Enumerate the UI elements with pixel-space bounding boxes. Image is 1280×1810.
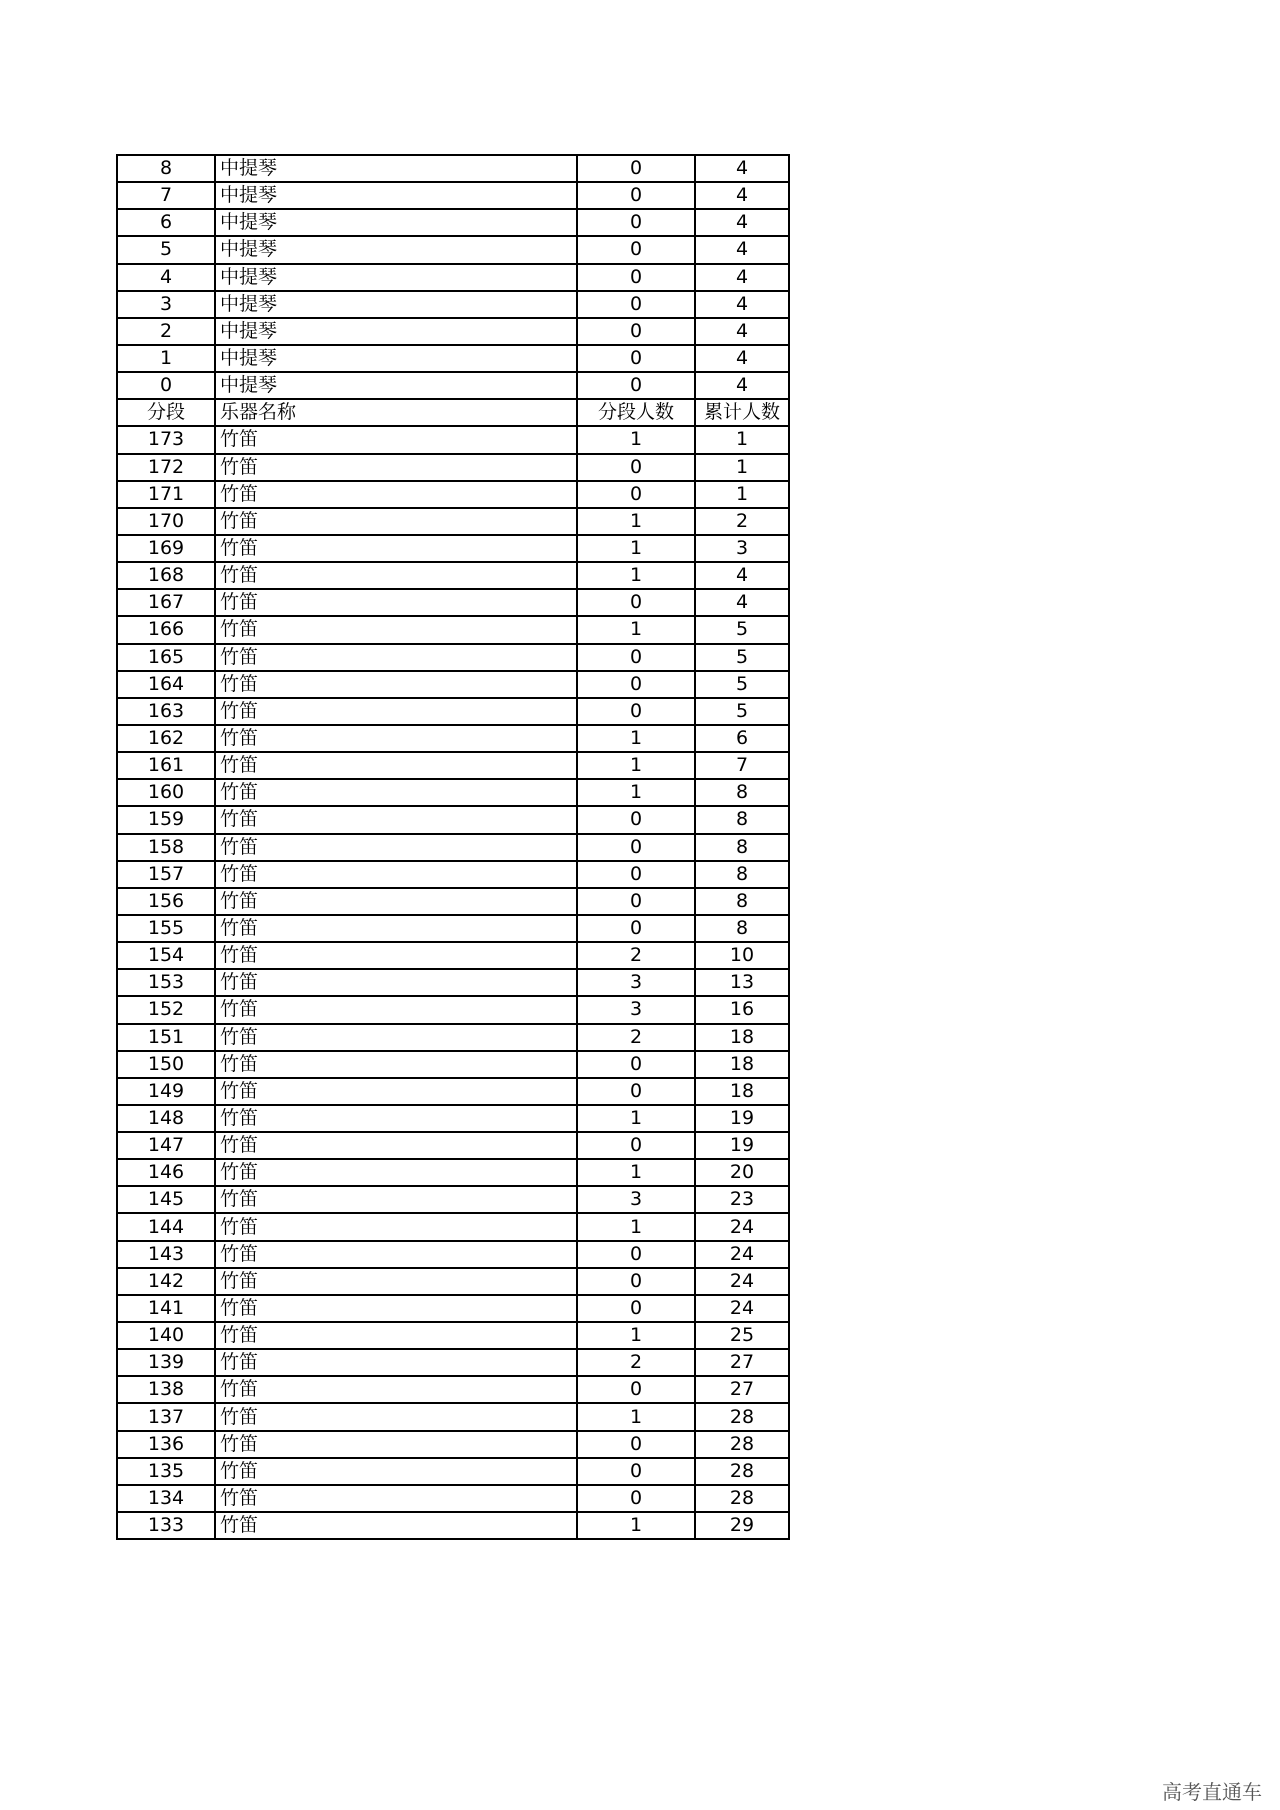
table-row xyxy=(117,834,789,861)
table-row xyxy=(117,616,789,643)
table-row xyxy=(117,698,789,725)
cumulative-count-cell: 13 xyxy=(695,969,789,996)
table-row xyxy=(117,1159,789,1186)
cumulative-count-cell: 18 xyxy=(695,1051,789,1078)
segment-count-cell: 1 xyxy=(577,1213,695,1240)
instrument-name-cell: 竹笛 xyxy=(215,1403,577,1430)
cumulative-count-cell: 24 xyxy=(695,1241,789,1268)
table-row xyxy=(117,752,789,779)
instrument-name-cell: 竹笛 xyxy=(215,806,577,833)
segment-count-cell: 1 xyxy=(577,535,695,562)
score-segment-cell: 1 xyxy=(117,345,215,372)
score-segment-cell: 150 xyxy=(117,1051,215,1078)
instrument-name-cell: 竹笛 xyxy=(215,996,577,1023)
instrument-name-cell: 中提琴 xyxy=(215,155,577,182)
table-row xyxy=(117,915,789,942)
segment-count-cell: 0 xyxy=(577,1485,695,1512)
table-row xyxy=(117,236,789,263)
segment-count-cell: 0 xyxy=(577,209,695,236)
score-segment-cell: 169 xyxy=(117,535,215,562)
cumulative-count-cell: 28 xyxy=(695,1458,789,1485)
score-segment-cell: 153 xyxy=(117,969,215,996)
score-segment-cell: 168 xyxy=(117,562,215,589)
score-segment-cell: 160 xyxy=(117,779,215,806)
score-segment-cell: 159 xyxy=(117,806,215,833)
cumulative-count-cell: 8 xyxy=(695,834,789,861)
cumulative-count-cell: 29 xyxy=(695,1512,789,1539)
segment-count-cell: 1 xyxy=(577,1159,695,1186)
instrument-name-cell: 竹笛 xyxy=(215,454,577,481)
table-row xyxy=(117,1186,789,1213)
cumulative-count-cell: 4 xyxy=(695,291,789,318)
column-header: 分段人数 xyxy=(577,399,695,426)
table-row xyxy=(117,1078,789,1105)
instrument-name-cell: 竹笛 xyxy=(215,671,577,698)
instrument-name-cell: 竹笛 xyxy=(215,535,577,562)
instrument-name-cell: 竹笛 xyxy=(215,1268,577,1295)
score-table-body xyxy=(117,155,789,1539)
instrument-name-cell: 竹笛 xyxy=(215,942,577,969)
cumulative-count-cell: 1 xyxy=(695,426,789,453)
instrument-name-cell: 中提琴 xyxy=(215,264,577,291)
cumulative-count-cell: 8 xyxy=(695,861,789,888)
cumulative-count-cell: 20 xyxy=(695,1159,789,1186)
cumulative-count-cell: 28 xyxy=(695,1431,789,1458)
score-segment-cell: 172 xyxy=(117,454,215,481)
segment-count-cell: 1 xyxy=(577,1403,695,1430)
segment-count-cell: 2 xyxy=(577,1349,695,1376)
segment-count-cell: 0 xyxy=(577,1376,695,1403)
segment-count-cell: 0 xyxy=(577,481,695,508)
segment-count-cell: 0 xyxy=(577,1051,695,1078)
table-row xyxy=(117,1241,789,1268)
table-row xyxy=(117,589,789,616)
table-row xyxy=(117,1132,789,1159)
score-segment-cell: 149 xyxy=(117,1078,215,1105)
table-row xyxy=(117,345,789,372)
cumulative-count-cell: 24 xyxy=(695,1268,789,1295)
segment-count-cell: 0 xyxy=(577,806,695,833)
cumulative-count-cell: 1 xyxy=(695,481,789,508)
score-segment-cell: 147 xyxy=(117,1132,215,1159)
column-header: 乐器名称 xyxy=(215,399,577,426)
instrument-name-cell: 竹笛 xyxy=(215,698,577,725)
table-row xyxy=(117,454,789,481)
column-header: 分段 xyxy=(117,399,215,426)
instrument-name-cell: 竹笛 xyxy=(215,616,577,643)
score-segment-cell: 3 xyxy=(117,291,215,318)
score-segment-cell: 138 xyxy=(117,1376,215,1403)
instrument-name-cell: 竹笛 xyxy=(215,1213,577,1240)
table-row xyxy=(117,1268,789,1295)
cumulative-count-cell: 4 xyxy=(695,209,789,236)
instrument-name-cell: 中提琴 xyxy=(215,372,577,399)
segment-count-cell: 0 xyxy=(577,1132,695,1159)
segment-count-cell: 1 xyxy=(577,1512,695,1539)
score-segment-cell: 161 xyxy=(117,752,215,779)
instrument-name-cell: 竹笛 xyxy=(215,861,577,888)
score-segment-cell: 142 xyxy=(117,1268,215,1295)
instrument-name-cell: 竹笛 xyxy=(215,779,577,806)
instrument-name-cell: 竹笛 xyxy=(215,1512,577,1539)
score-segment-cell: 133 xyxy=(117,1512,215,1539)
cumulative-count-cell: 8 xyxy=(695,888,789,915)
table-row xyxy=(117,291,789,318)
segment-count-cell: 0 xyxy=(577,1458,695,1485)
cumulative-count-cell: 23 xyxy=(695,1186,789,1213)
instrument-name-cell: 竹笛 xyxy=(215,725,577,752)
segment-count-cell: 0 xyxy=(577,318,695,345)
score-segment-cell: 156 xyxy=(117,888,215,915)
segment-count-cell: 0 xyxy=(577,155,695,182)
score-segment-cell: 135 xyxy=(117,1458,215,1485)
table-row xyxy=(117,1105,789,1132)
cumulative-count-cell: 28 xyxy=(695,1403,789,1430)
table-row xyxy=(117,1485,789,1512)
instrument-name-cell: 竹笛 xyxy=(215,1105,577,1132)
segment-count-cell: 0 xyxy=(577,671,695,698)
segment-count-cell: 1 xyxy=(577,752,695,779)
cumulative-count-cell: 8 xyxy=(695,779,789,806)
cumulative-count-cell: 18 xyxy=(695,1024,789,1051)
score-segment-cell: 171 xyxy=(117,481,215,508)
segment-count-cell: 0 xyxy=(577,372,695,399)
table-row xyxy=(117,426,789,453)
segment-count-cell: 1 xyxy=(577,508,695,535)
score-segment-cell: 152 xyxy=(117,996,215,1023)
score-segment-cell: 4 xyxy=(117,264,215,291)
score-segment-cell: 162 xyxy=(117,725,215,752)
segment-count-cell: 0 xyxy=(577,1268,695,1295)
cumulative-count-cell: 4 xyxy=(695,264,789,291)
instrument-name-cell: 中提琴 xyxy=(215,291,577,318)
score-segment-cell: 157 xyxy=(117,861,215,888)
score-segment-cell: 144 xyxy=(117,1213,215,1240)
instrument-name-cell: 竹笛 xyxy=(215,426,577,453)
table-row xyxy=(117,1403,789,1430)
table-row xyxy=(117,1458,789,1485)
cumulative-count-cell: 4 xyxy=(695,372,789,399)
table-row xyxy=(117,861,789,888)
instrument-name-cell: 竹笛 xyxy=(215,1322,577,1349)
instrument-name-cell: 中提琴 xyxy=(215,182,577,209)
cumulative-count-cell: 4 xyxy=(695,562,789,589)
segment-count-cell: 0 xyxy=(577,589,695,616)
instrument-name-cell: 竹笛 xyxy=(215,562,577,589)
instrument-name-cell: 竹笛 xyxy=(215,834,577,861)
table-row xyxy=(117,535,789,562)
cumulative-count-cell: 6 xyxy=(695,725,789,752)
cumulative-count-cell: 16 xyxy=(695,996,789,1023)
cumulative-count-cell: 5 xyxy=(695,671,789,698)
instrument-name-cell: 竹笛 xyxy=(215,888,577,915)
instrument-name-cell: 中提琴 xyxy=(215,345,577,372)
instrument-name-cell: 竹笛 xyxy=(215,1485,577,1512)
cumulative-count-cell: 24 xyxy=(695,1213,789,1240)
cumulative-count-cell: 4 xyxy=(695,318,789,345)
cumulative-count-cell: 27 xyxy=(695,1349,789,1376)
cumulative-count-cell: 27 xyxy=(695,1376,789,1403)
segment-count-cell: 1 xyxy=(577,779,695,806)
instrument-name-cell: 竹笛 xyxy=(215,589,577,616)
score-segment-cell: 173 xyxy=(117,426,215,453)
table-row xyxy=(117,1349,789,1376)
segment-count-cell: 0 xyxy=(577,345,695,372)
instrument-name-cell: 竹笛 xyxy=(215,1024,577,1051)
segment-count-cell: 1 xyxy=(577,1322,695,1349)
score-segment-cell: 2 xyxy=(117,318,215,345)
segment-count-cell: 1 xyxy=(577,616,695,643)
instrument-name-cell: 竹笛 xyxy=(215,644,577,671)
score-segment-cell: 167 xyxy=(117,589,215,616)
cumulative-count-cell: 4 xyxy=(695,182,789,209)
table-row xyxy=(117,155,789,182)
table-row xyxy=(117,969,789,996)
score-segment-cell: 0 xyxy=(117,372,215,399)
score-segment-cell: 137 xyxy=(117,1403,215,1430)
segment-count-cell: 0 xyxy=(577,1241,695,1268)
score-segment-cell: 148 xyxy=(117,1105,215,1132)
table-row xyxy=(117,671,789,698)
table-row xyxy=(117,996,789,1023)
score-segment-cell: 146 xyxy=(117,1159,215,1186)
segment-count-cell: 0 xyxy=(577,861,695,888)
score-segment-cell: 154 xyxy=(117,942,215,969)
instrument-name-cell: 竹笛 xyxy=(215,508,577,535)
table-row xyxy=(117,562,789,589)
score-segment-cell: 155 xyxy=(117,915,215,942)
score-segment-cell: 145 xyxy=(117,1186,215,1213)
segment-count-cell: 1 xyxy=(577,1105,695,1132)
cumulative-count-cell: 2 xyxy=(695,508,789,535)
table-row xyxy=(117,1431,789,1458)
score-segment-cell: 141 xyxy=(117,1295,215,1322)
segment-count-cell: 3 xyxy=(577,1186,695,1213)
score-segment-cell: 170 xyxy=(117,508,215,535)
score-segment-cell: 134 xyxy=(117,1485,215,1512)
instrument-name-cell: 竹笛 xyxy=(215,1376,577,1403)
table-row xyxy=(117,1051,789,1078)
table-row xyxy=(117,888,789,915)
instrument-name-cell: 竹笛 xyxy=(215,1431,577,1458)
score-segment-cell: 5 xyxy=(117,236,215,263)
cumulative-count-cell: 7 xyxy=(695,752,789,779)
segment-count-cell: 0 xyxy=(577,644,695,671)
segment-count-cell: 0 xyxy=(577,834,695,861)
segment-count-cell: 1 xyxy=(577,426,695,453)
instrument-name-cell: 竹笛 xyxy=(215,752,577,779)
cumulative-count-cell: 4 xyxy=(695,155,789,182)
score-segment-cell: 163 xyxy=(117,698,215,725)
score-segment-cell: 7 xyxy=(117,182,215,209)
cumulative-count-cell: 8 xyxy=(695,806,789,833)
table-row xyxy=(117,1512,789,1539)
segment-count-cell: 2 xyxy=(577,942,695,969)
segment-count-cell: 0 xyxy=(577,888,695,915)
cumulative-count-cell: 3 xyxy=(695,535,789,562)
cumulative-count-cell: 5 xyxy=(695,616,789,643)
cumulative-count-cell: 4 xyxy=(695,236,789,263)
table-row xyxy=(117,806,789,833)
segment-count-cell: 3 xyxy=(577,996,695,1023)
score-table xyxy=(116,154,790,1540)
score-segment-cell: 166 xyxy=(117,616,215,643)
score-segment-cell: 8 xyxy=(117,155,215,182)
score-segment-cell: 6 xyxy=(117,209,215,236)
segment-count-cell: 0 xyxy=(577,454,695,481)
instrument-name-cell: 竹笛 xyxy=(215,1241,577,1268)
segment-count-cell: 0 xyxy=(577,1431,695,1458)
table-row xyxy=(117,1295,789,1322)
table-row xyxy=(117,372,789,399)
segment-count-cell: 1 xyxy=(577,725,695,752)
table-row xyxy=(117,209,789,236)
segment-count-cell: 1 xyxy=(577,562,695,589)
score-segment-cell: 164 xyxy=(117,671,215,698)
table-row xyxy=(117,1322,789,1349)
instrument-name-cell: 竹笛 xyxy=(215,1458,577,1485)
cumulative-count-cell: 8 xyxy=(695,915,789,942)
instrument-name-cell: 竹笛 xyxy=(215,915,577,942)
table-row xyxy=(117,942,789,969)
watermark-text: 高考直通车 xyxy=(1162,1780,1262,1804)
score-segment-cell: 136 xyxy=(117,1431,215,1458)
segment-count-cell: 0 xyxy=(577,915,695,942)
score-segment-cell: 165 xyxy=(117,644,215,671)
segment-count-cell: 3 xyxy=(577,969,695,996)
table-row xyxy=(117,1213,789,1240)
cumulative-count-cell: 5 xyxy=(695,698,789,725)
table-header-row xyxy=(117,399,789,426)
segment-count-cell: 0 xyxy=(577,291,695,318)
column-header: 累计人数 xyxy=(695,399,789,426)
table-row xyxy=(117,644,789,671)
instrument-name-cell: 竹笛 xyxy=(215,1349,577,1376)
cumulative-count-cell: 4 xyxy=(695,345,789,372)
instrument-name-cell: 中提琴 xyxy=(215,236,577,263)
cumulative-count-cell: 25 xyxy=(695,1322,789,1349)
score-segment-cell: 158 xyxy=(117,834,215,861)
segment-count-cell: 0 xyxy=(577,698,695,725)
instrument-name-cell: 竹笛 xyxy=(215,1051,577,1078)
score-segment-cell: 151 xyxy=(117,1024,215,1051)
segment-count-cell: 0 xyxy=(577,1078,695,1105)
instrument-name-cell: 竹笛 xyxy=(215,1132,577,1159)
segment-count-cell: 2 xyxy=(577,1024,695,1051)
table-row xyxy=(117,725,789,752)
instrument-name-cell: 中提琴 xyxy=(215,318,577,345)
segment-count-cell: 0 xyxy=(577,1295,695,1322)
table-row xyxy=(117,481,789,508)
table-row xyxy=(117,779,789,806)
instrument-name-cell: 竹笛 xyxy=(215,1295,577,1322)
score-segment-cell: 143 xyxy=(117,1241,215,1268)
table-row xyxy=(117,264,789,291)
instrument-name-cell: 竹笛 xyxy=(215,1186,577,1213)
table-row xyxy=(117,182,789,209)
cumulative-count-cell: 18 xyxy=(695,1078,789,1105)
cumulative-count-cell: 5 xyxy=(695,644,789,671)
instrument-name-cell: 竹笛 xyxy=(215,969,577,996)
score-segment-cell: 140 xyxy=(117,1322,215,1349)
cumulative-count-cell: 4 xyxy=(695,589,789,616)
instrument-name-cell: 竹笛 xyxy=(215,1078,577,1105)
instrument-name-cell: 竹笛 xyxy=(215,481,577,508)
segment-count-cell: 0 xyxy=(577,236,695,263)
cumulative-count-cell: 1 xyxy=(695,454,789,481)
table-row xyxy=(117,318,789,345)
table-row xyxy=(117,508,789,535)
cumulative-count-cell: 24 xyxy=(695,1295,789,1322)
score-segment-cell: 139 xyxy=(117,1349,215,1376)
segment-count-cell: 0 xyxy=(577,182,695,209)
cumulative-count-cell: 19 xyxy=(695,1105,789,1132)
table-row xyxy=(117,1376,789,1403)
cumulative-count-cell: 19 xyxy=(695,1132,789,1159)
segment-count-cell: 0 xyxy=(577,264,695,291)
instrument-name-cell: 竹笛 xyxy=(215,1159,577,1186)
table-row xyxy=(117,1024,789,1051)
instrument-name-cell: 中提琴 xyxy=(215,209,577,236)
cumulative-count-cell: 28 xyxy=(695,1485,789,1512)
cumulative-count-cell: 10 xyxy=(695,942,789,969)
